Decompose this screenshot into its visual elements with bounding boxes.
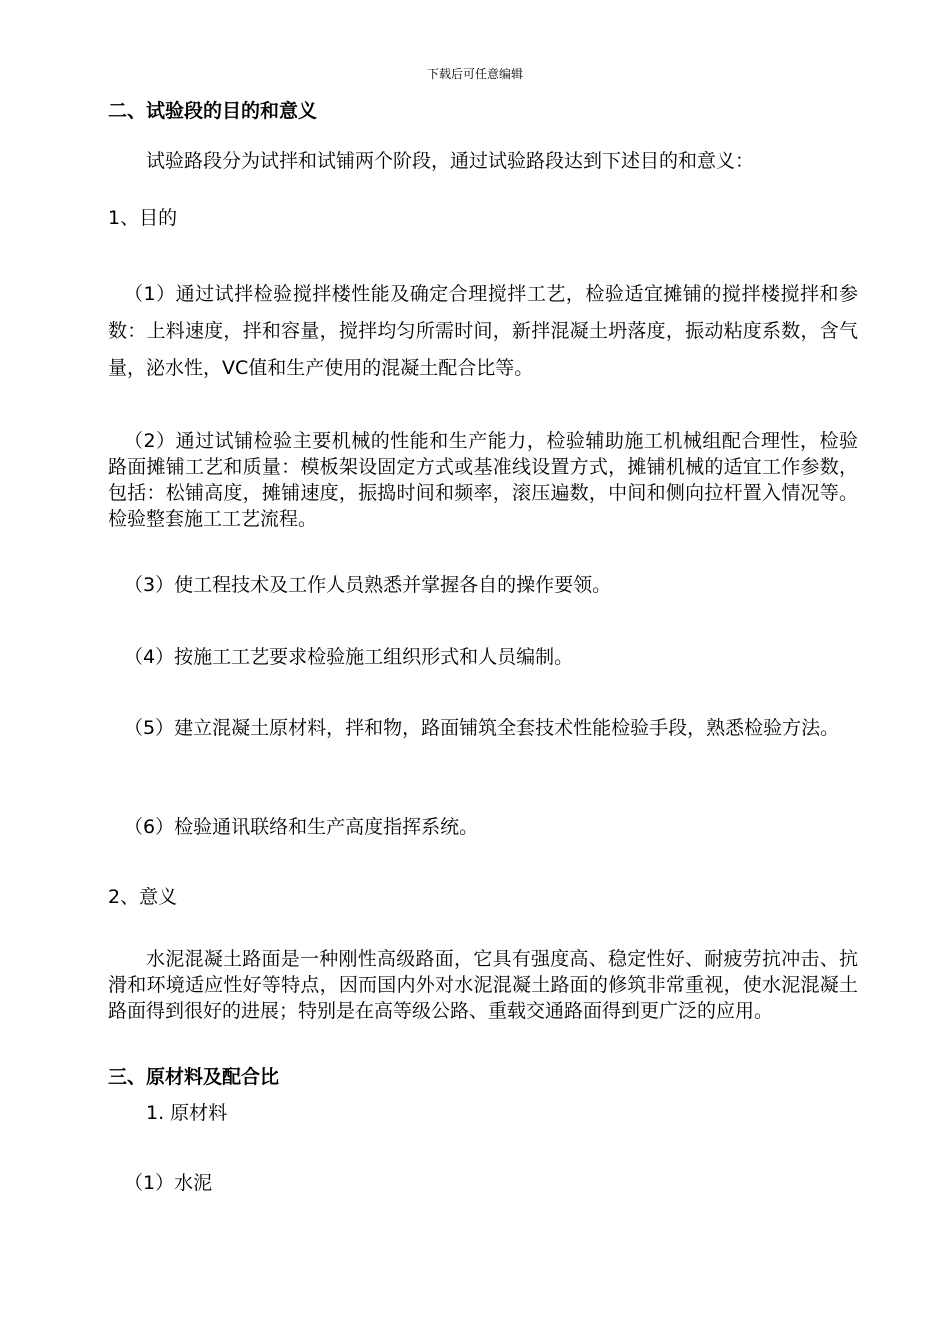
significance-text: 水泥混凝土路面是一种刚性高级路面，它具有强度高、稳定性好、耐疲劳抗冲击、抗滑和环境适应性好等特点，因而国内外对水泥混凝土路面的修筑非常重视，使水泥混凝土路面得到很好的进展；特别是在高等级公路、重载交通路面得到更广泛的应用。 [108, 948, 858, 1022]
materials-subheading: 1. 原材料 [146, 1102, 228, 1124]
purpose-item-3: （3）使工程技术及工作人员熟悉并掌握各自的操作要领。 [124, 574, 612, 596]
purpose-item-6: （6）检验通讯联络和生产高度指挥系统。 [124, 816, 479, 838]
cement-item: （1）水泥 [124, 1172, 213, 1194]
header-note: 下载后可任意编辑 [426, 67, 523, 81]
significance-heading: 2、意义 [108, 886, 178, 908]
purpose-heading: 1、目的 [108, 207, 178, 229]
section2-heading: 二、试验段的目的和意义 [108, 100, 318, 122]
purpose-item-5: （5）建立混凝土原材料，拌和物，路面铺筑全套技术性能检验手段，熟悉检验方法。 [124, 717, 840, 739]
purpose-item-2: （2）通过试铺检验主要机械的性能和生产能力，检验辅助施工机械组配合理性，检验路面摊铺工艺和质量：模板架设固定方式或基准线设置方式，摊铺机械的适宜工作参数，包括：松铺高度，摊铺速度，振捣时间和频率，滚压遍数，中间和侧向拉杆置入情况等。检验整套施工工艺流程。 [108, 430, 858, 530]
purpose-item-4: （4）按施工工艺要求检验施工组织形式和人员编制。 [124, 646, 574, 668]
section2-intro: 试验路段分为试拌和试铺两个阶段，通过试验路段达到下述目的和意义： [146, 150, 755, 172]
purpose-item-1: （1）通过试拌检验搅拌楼性能及确定合理搅拌工艺，检验适宜摊铺的搅拌楼搅拌和参数：上料速度，拌和容量，搅拌均匀所需时间，新拌混凝土坍落度，振动粘度系数，含气量，泌水性，VC值和生产使用的混凝土配合比等。 [108, 283, 858, 379]
section3-heading: 三、原材料及配合比 [108, 1066, 280, 1088]
